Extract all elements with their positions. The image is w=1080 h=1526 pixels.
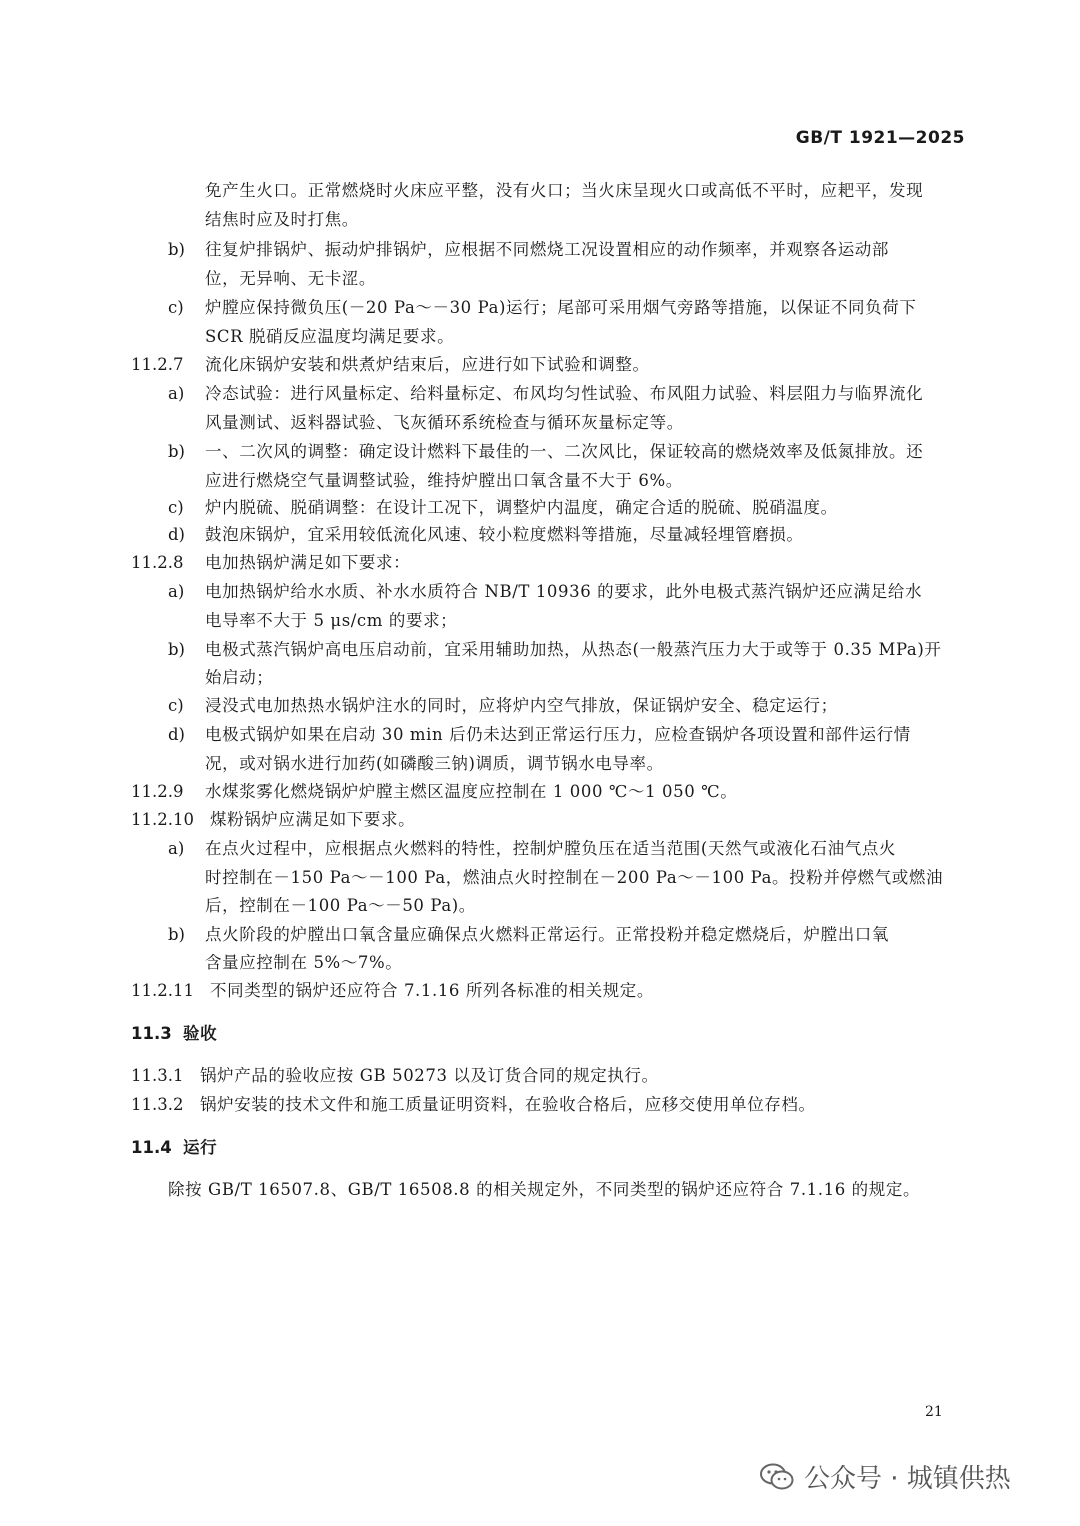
watermark-text: 公众号 · 城镇供热 — [804, 1464, 1011, 1494]
standard-code: GB/T 1921—2025 — [795, 128, 965, 148]
list-marker: d) — [168, 725, 185, 744]
list-marker: a) — [168, 384, 185, 403]
text-line: 锅炉产品的验收应按 GB 50273 以及订货合同的规定执行。 — [200, 1066, 659, 1085]
text-line: 流化床锅炉安装和烘煮炉结束后，应进行如下试验和调整。 — [205, 355, 650, 374]
text-line: 免产生火口。正常燃烧时火床应平整，没有火口；当火床呈现火口或高低不平时，应耙平，发现 — [205, 181, 924, 200]
text-line: 点火阶段的炉膛出口氧含量应确保点火燃料正常运行。正常投粉并稳定燃烧后，炉膛出口氧 — [205, 925, 889, 944]
text-line: 在点火过程中，应根据点火燃料的特性，控制炉膛负压在适当范围(天然气或液化石油气点火 — [205, 839, 897, 858]
text-line: 时控制在－150 Pa～－100 Pa，燃油点火时控制在－200 Pa～－100 Pa。投粉并停燃气或燃油 — [205, 868, 944, 887]
list-marker: c) — [168, 696, 184, 715]
text-line: 风量测试、返料器试验、飞灰循环系统检查与循环灰量标定等。 — [205, 413, 684, 432]
list-marker: b) — [168, 925, 185, 944]
text-line: 电导率不大于 5 μs/cm 的要求； — [205, 611, 458, 630]
clause-number: 11.2.7 — [131, 355, 184, 374]
wechat-icon — [760, 1463, 794, 1491]
text-line: 况，或对锅水进行加药(如磷酸三钠)调质，调节锅水电导率。 — [205, 754, 664, 773]
text-line: SCR 脱硝反应温度均满足要求。 — [205, 327, 455, 346]
clause-number: 11.3 — [131, 1024, 172, 1043]
text-line: 应进行燃烧空气量调整试验，维持炉膛出口氧含量不大于 6%。 — [205, 471, 683, 490]
list-marker: b) — [168, 640, 185, 659]
list-marker: d) — [168, 525, 185, 544]
clause-number: 11.2.11 — [131, 981, 194, 1000]
section-heading: 运行 — [183, 1138, 218, 1157]
text-line: 往复炉排锅炉、振动炉排锅炉，应根据不同燃烧工况设置相应的动作频率，并观察各运动部 — [205, 240, 889, 259]
text-line: 炉内脱硫、脱硝调整：在设计工况下，调整炉内温度，确定合适的脱硫、脱硝温度。 — [205, 498, 838, 517]
text-line: 一、二次风的调整：确定设计燃料下最佳的一、二次风比，保证较高的燃烧效率及低氮排放。还 — [205, 442, 924, 461]
list-marker: c) — [168, 498, 184, 517]
section-heading: 验收 — [183, 1024, 218, 1043]
text-line: 鼓泡床锅炉，宜采用较低流化风速、较小粒度燃料等措施，尽量减轻埋管磨损。 — [205, 525, 804, 544]
text-line: 电极式锅炉如果在启动 30 min 后仍未达到正常运行压力，应检查锅炉各项设置和部件运行情 — [205, 725, 911, 744]
text-line: 冷态试验：进行风量标定、给料量标定、布风均匀性试验、布风阻力试验、料层阻力与临界流化 — [205, 384, 924, 403]
clause-number: 11.4 — [131, 1138, 172, 1157]
list-marker: b) — [168, 442, 185, 461]
text-line: 锅炉安装的技术文件和施工质量证明资料，在验收合格后，应移交使用单位存档。 — [200, 1095, 816, 1114]
text-line: 炉膛应保持微负压(－20 Pa～－30 Pa)运行；尾部可采用烟气旁路等措施，以保证不同负荷下 — [205, 298, 917, 317]
list-marker: a) — [168, 582, 185, 601]
clause-number: 11.3.1 — [131, 1066, 184, 1085]
text-line: 含量应控制在 5%～7%。 — [205, 953, 403, 972]
text-line: 除按 GB/T 16507.8、GB/T 16508.8 的相关规定外，不同类型的锅炉还应符合 7.1.16 的规定。 — [168, 1180, 921, 1199]
text-line: 电极式蒸汽锅炉高电压启动前，宜采用辅助加热，从热态(一般蒸汽压力大于或等于 0.35 MPa)开 — [205, 640, 942, 659]
text-line: 浸没式电加热热水锅炉注水的同时，应将炉内空气排放，保证锅炉安全、稳定运行； — [205, 696, 838, 715]
text-line: 水煤浆雾化燃烧锅炉炉膛主燃区温度应控制在 1 000 ℃～1 050 ℃。 — [205, 782, 738, 801]
text-line: 不同类型的锅炉还应符合 7.1.16 所列各标准的相关规定。 — [210, 981, 654, 1000]
text-line: 后，控制在－100 Pa～－50 Pa)。 — [205, 896, 476, 915]
page-number: 21 — [925, 1404, 943, 1420]
list-marker: a) — [168, 839, 185, 858]
clause-number: 11.3.2 — [131, 1095, 184, 1114]
list-marker: b) — [168, 240, 185, 259]
text-line: 电加热锅炉给水水质、补水水质符合 NB/T 10936 的要求，此外电极式蒸汽锅炉还应满足给水 — [205, 582, 923, 601]
text-line: 始启动； — [205, 668, 274, 687]
clause-number: 11.2.9 — [131, 782, 184, 801]
text-line: 结焦时应及时打焦。 — [205, 210, 359, 229]
clause-number: 11.2.10 — [131, 810, 194, 829]
watermark — [760, 1458, 1011, 1495]
text-line: 煤粉锅炉应满足如下要求。 — [210, 810, 416, 829]
list-marker: c) — [168, 298, 184, 317]
text-line: 位，无异响、无卡涩。 — [205, 269, 376, 288]
clause-number: 11.2.8 — [131, 553, 184, 572]
text-line: 电加热锅炉满足如下要求： — [205, 553, 411, 572]
